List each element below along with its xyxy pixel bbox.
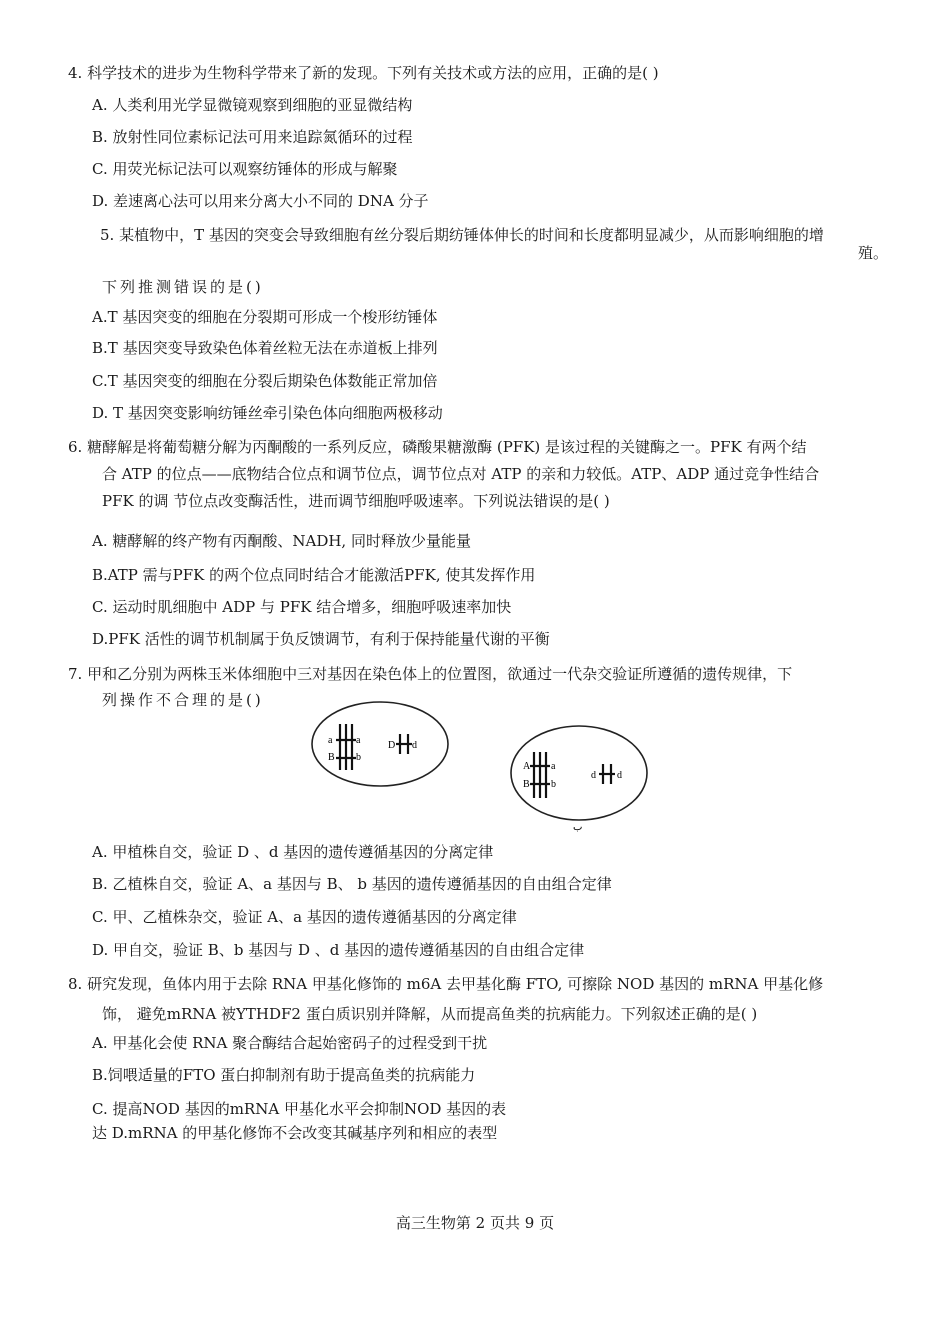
q8-option-d: 达 D.mRNA 的甲基化修饰不会改变其碱基序列和相应的表型 bbox=[92, 1124, 498, 1142]
q8-option-a: A. 甲基化会使 RNA 聚合酶结合起始密码子的过程受到干扰 bbox=[92, 1034, 488, 1052]
q6-stem-line3: PFK 的调 节位点改变酶活性，进而调节细胞呼吸速率。下列说法错误的是( ) bbox=[102, 492, 610, 510]
q6-option-c: C. 运动时肌细胞中 ADP 与 PFK 结合增多，细胞呼吸速率加快 bbox=[92, 598, 512, 616]
cell-2-gene-d-right: d bbox=[617, 770, 622, 781]
q5-option-d: D. T 基因突变影响纺锤丝牵引染色体向细胞两极移动 bbox=[92, 404, 443, 422]
q6-option-d: D.PFK 活性的调节机制属于负反馈调节，有利于保持能量代谢的平衡 bbox=[92, 630, 550, 648]
q8-option-c: C. 提高NOD 基因的mRNA 甲基化水平会抑制NOD 基因的表 bbox=[92, 1100, 507, 1118]
cell-2-gene-d-left: d bbox=[591, 770, 596, 781]
cell-1-right-gene-2: b bbox=[356, 752, 361, 763]
q5-stem-line2: 殖。 bbox=[858, 244, 889, 262]
q7-option-c: C. 甲、乙植株杂交，验证 A、a 基因的遗传遵循基因的分离定律 bbox=[92, 908, 517, 926]
q5-option-c: C.T 基因突变的细胞在分裂后期染色体数能正常加倍 bbox=[92, 372, 438, 390]
q7-stem-line1: 7. 甲和乙分别为两株玉米体细胞中三对基因在染色体上的位置图，欲通过一代杂交验证所遵循的遗传规律，下 bbox=[68, 665, 793, 683]
q7-chromosome-figure bbox=[300, 700, 660, 835]
cell-1-gene-d-right: d bbox=[412, 740, 417, 751]
q4-stem: 4. 科学技术的进步为生物科学带来了新的发现。下列有关技术或方法的应用，正确的是( ) bbox=[68, 64, 659, 82]
q6-stem-line1: 6. 糖酵解是将葡萄糖分解为丙酮酸的一系列反应，磷酸果糖激酶 (PFK) 是该过程的关键酶之一。PFK 有两个结 bbox=[68, 438, 807, 456]
cell-2-left-gene-2: B bbox=[523, 779, 530, 790]
q4-option-b: B. 放射性同位素标记法可用来追踪氮循环的过程 bbox=[92, 128, 413, 146]
q7-stem-line2: 列操作不合理的是() bbox=[102, 691, 264, 709]
q7-option-d: D. 甲自交，验证 B、b 基因与 D 、d 基因的遗传遵循基因的自由组合定律 bbox=[92, 941, 585, 959]
q7-option-b: B. 乙植株自交，验证 A、a 基因与 B、 b 基因的遗传遵循基因的自由组合定律 bbox=[92, 875, 612, 893]
cell-1-right-gene-1: a bbox=[356, 735, 361, 746]
cell-1-left-gene-1: a bbox=[328, 735, 333, 746]
q4-option-a: A. 人类利用光学显微镜观察到细胞的亚显微结构 bbox=[92, 96, 413, 114]
q5-stem-line1: 5. 某植物中，T 基因的突变会导致细胞有丝分裂后期纺锤体伸长的时间和长度都明显减少，从而影响细胞的增 bbox=[100, 226, 824, 244]
figure-mark: ب bbox=[573, 822, 583, 833]
q7-option-a: A. 甲植株自交，验证 D 、d 基因的遗传遵循基因的分离定律 bbox=[92, 843, 494, 861]
q6-option-a: A. 糖酵解的终产物有丙酮酸、NADH, 同时释放少量能量 bbox=[92, 532, 471, 550]
q8-option-b: B.饲喂适量的FTO 蛋白抑制剂有助于提高鱼类的抗病能力 bbox=[92, 1066, 476, 1084]
cell-2-right-gene-2: b bbox=[551, 779, 556, 790]
cell-2 bbox=[511, 726, 647, 833]
q5-option-b: B.T 基因突变导致染色体着丝粒无法在赤道板上排列 bbox=[92, 339, 438, 357]
cell-2-left-gene-1: A bbox=[523, 761, 531, 772]
cell-1 bbox=[312, 702, 448, 786]
q5-option-a: A.T 基因突变的细胞在分裂期可形成一个梭形纺锤体 bbox=[92, 308, 438, 326]
q6-option-b: B.ATP 需与PFK 的两个位点同时结合才能激活PFK, 使其发挥作用 bbox=[92, 566, 536, 584]
q4-option-d: D. 差速离心法可以用来分离大小不同的 DNA 分子 bbox=[92, 192, 429, 210]
q6-stem-line2: 合 ATP 的位点——底物结合位点和调节位点，调节位点对 ATP 的亲和力较低。ATP、ADP 通过竞争性结合 bbox=[102, 465, 820, 483]
page-footer: 高三生物第 2 页共 9 页 bbox=[395, 1214, 555, 1232]
cell-1-left-gene-2: B bbox=[328, 752, 335, 763]
q4-option-c: C. 用荧光标记法可以观察纺锤体的形成与解聚 bbox=[92, 160, 398, 178]
cell-2-right-gene-1: a bbox=[551, 761, 556, 772]
cell-1-gene-d-left: D bbox=[388, 740, 396, 751]
q8-stem-line1: 8. 研究发现，鱼体内用于去除 RNA 甲基化修饰的 m6A 去甲基化酶 FTO, 可擦除 NOD 基因的 mRNA 甲基化修 bbox=[68, 975, 824, 993]
q8-stem-line2: 饰， 避免mRNA 被YTHDF2 蛋白质识别并降解，从而提高鱼类的抗病能力。下列叙述正确的是( ) bbox=[102, 1005, 758, 1023]
q5-stem-line3: 下列推测错误的是() bbox=[102, 278, 264, 296]
